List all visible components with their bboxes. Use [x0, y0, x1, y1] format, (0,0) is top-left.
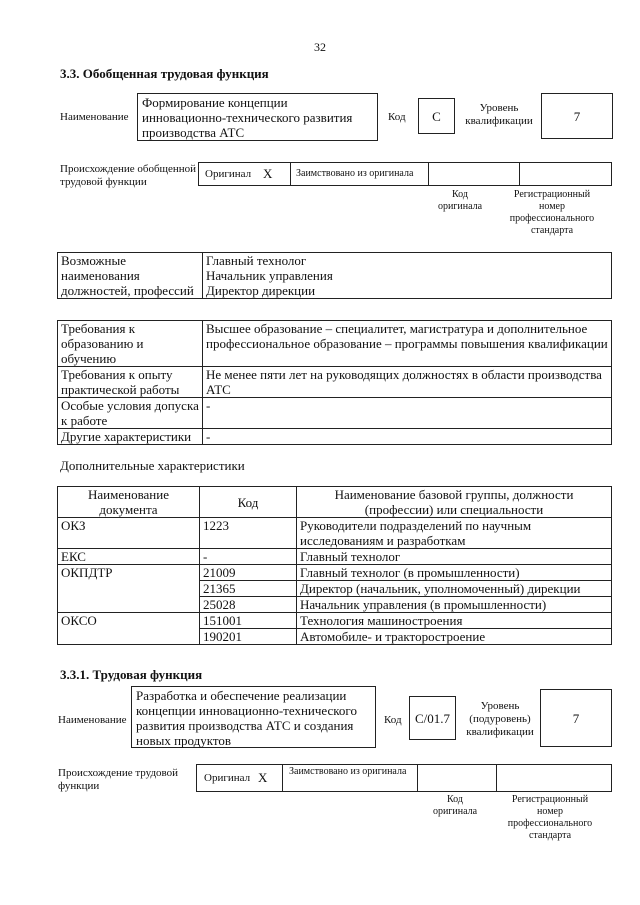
additional-table	[57, 486, 612, 645]
original-label: Оригинал	[204, 772, 251, 784]
special-conditions-value: -	[203, 398, 612, 429]
section-heading: 3.3. Обобщенная трудовая функция	[60, 66, 269, 81]
code-label: Код	[388, 111, 406, 123]
origin-divider	[519, 162, 520, 186]
level-label: Уровень квалификации	[465, 102, 533, 127]
experience-label: Требования к опыту практической работы	[58, 367, 203, 398]
doc-cell: ОКЗ	[58, 518, 200, 549]
position-item: Директор дирекции	[206, 283, 316, 298]
original-mark: X	[258, 770, 268, 785]
code-value: C/01.7	[414, 711, 451, 726]
table-row	[58, 581, 612, 597]
code-cell: 1223	[200, 518, 297, 549]
code-cell: -	[200, 549, 297, 565]
code-cell: 190201	[200, 629, 297, 645]
code-original-label: Код оригинала	[437, 189, 483, 212]
borrowed-label: Заимствовано из оригинала	[289, 766, 407, 777]
name-cell: Технология машиностроения	[297, 613, 612, 629]
code-box	[409, 696, 456, 740]
origin-divider	[282, 764, 283, 792]
table-row	[58, 597, 612, 613]
name-cell: Главный технолог (в промышленности)	[297, 565, 612, 581]
doc-cell: ОКПДТР	[58, 565, 200, 581]
special-conditions-label: Особые условия допуска к работе	[58, 398, 203, 429]
name-cell: Начальник управления (в промышленности)	[297, 597, 612, 613]
col-code-header: Код	[200, 487, 297, 518]
origin-label: Происхождение трудовой функции	[58, 767, 179, 792]
origin-divider	[290, 162, 291, 186]
name-cell: Руководители подразделений по научным исследованиям и разработкам	[297, 518, 612, 549]
reg-number-label: Регистрационный номер профессионального стандарта	[507, 794, 593, 841]
borrowed-label: Заимствовано из оригинала	[296, 168, 414, 179]
education-value: Высшее образование – специалитет, магистратура и дополнительное профессиональное образование – программы повышения квалификации	[203, 321, 612, 367]
position-item: Главный технолог	[206, 253, 307, 268]
code-cell: 21009	[200, 565, 297, 581]
positions-label: Возможные наименования должностей, профессий	[58, 253, 203, 299]
additional-heading: Дополнительные характеристики	[60, 458, 245, 473]
doc-cell: ОКСО	[58, 613, 200, 629]
level-box	[540, 689, 612, 747]
level-box	[541, 93, 613, 139]
name-label: Наименование	[60, 111, 129, 123]
level-value: 7	[573, 109, 581, 124]
positions-values	[203, 253, 612, 299]
name-label: Наименование	[58, 714, 127, 726]
level-label: Уровень (подуровень) квалификации	[466, 700, 534, 738]
original-mark: X	[263, 166, 273, 181]
origin-label: Происхождение обобщенной трудовой функции	[60, 163, 197, 188]
table-row	[58, 613, 612, 629]
code-box	[418, 98, 455, 134]
reg-number-label: Регистрационный номер профессионального стандарта	[509, 189, 595, 236]
other-characteristics-value: -	[203, 429, 612, 445]
other-characteristics-label: Другие характеристики	[58, 429, 203, 445]
original-label: Оригинал	[205, 168, 252, 180]
level-value: 7	[572, 711, 580, 726]
code-cell: 25028	[200, 597, 297, 613]
table-row	[58, 565, 612, 581]
code-cell: 151001	[200, 613, 297, 629]
origin-divider	[417, 764, 418, 792]
origin-divider	[496, 764, 497, 792]
code-original-label: Код оригинала	[432, 794, 478, 817]
col-name-header: Наименование базовой группы, должности (профессии) или специальности	[297, 487, 612, 518]
doc-cell	[58, 629, 200, 645]
doc-cell	[58, 597, 200, 613]
function-name-value: Формирование концепции инновационно-технического развития производства АТС	[142, 95, 353, 140]
function-name-box	[137, 93, 378, 141]
code-cell: 21365	[200, 581, 297, 597]
positions-table	[57, 252, 612, 299]
code-value: C	[432, 109, 441, 124]
function-name-value: Разработка и обеспечение реализации концепции инновационно-технического развития производства АТС и создания новых продуктов	[136, 688, 357, 748]
col-document-header: Наименование документа	[58, 487, 200, 518]
experience-value: Не менее пяти лет на руководящих должностях в области производства АТС	[203, 367, 612, 398]
subsection-heading: 3.3.1. Трудовая функция	[60, 667, 203, 682]
name-cell: Главный технолог	[297, 549, 612, 565]
name-cell: Автомобиле- и тракторостроение	[297, 629, 612, 645]
function-name-box	[131, 686, 376, 748]
page-number: 32	[314, 40, 326, 54]
name-cell: Директор (начальник, уполномоченный) дирекции	[297, 581, 612, 597]
table-row	[58, 549, 612, 565]
education-label: Требования к образованию и обучению	[58, 321, 203, 367]
requirements-table	[57, 320, 612, 445]
table-row	[58, 629, 612, 645]
doc-cell: ЕКС	[58, 549, 200, 565]
code-label: Код	[384, 714, 402, 726]
origin-divider	[428, 162, 429, 186]
doc-cell	[58, 581, 200, 597]
table-row	[58, 518, 612, 549]
position-item: Начальник управления	[206, 268, 333, 283]
